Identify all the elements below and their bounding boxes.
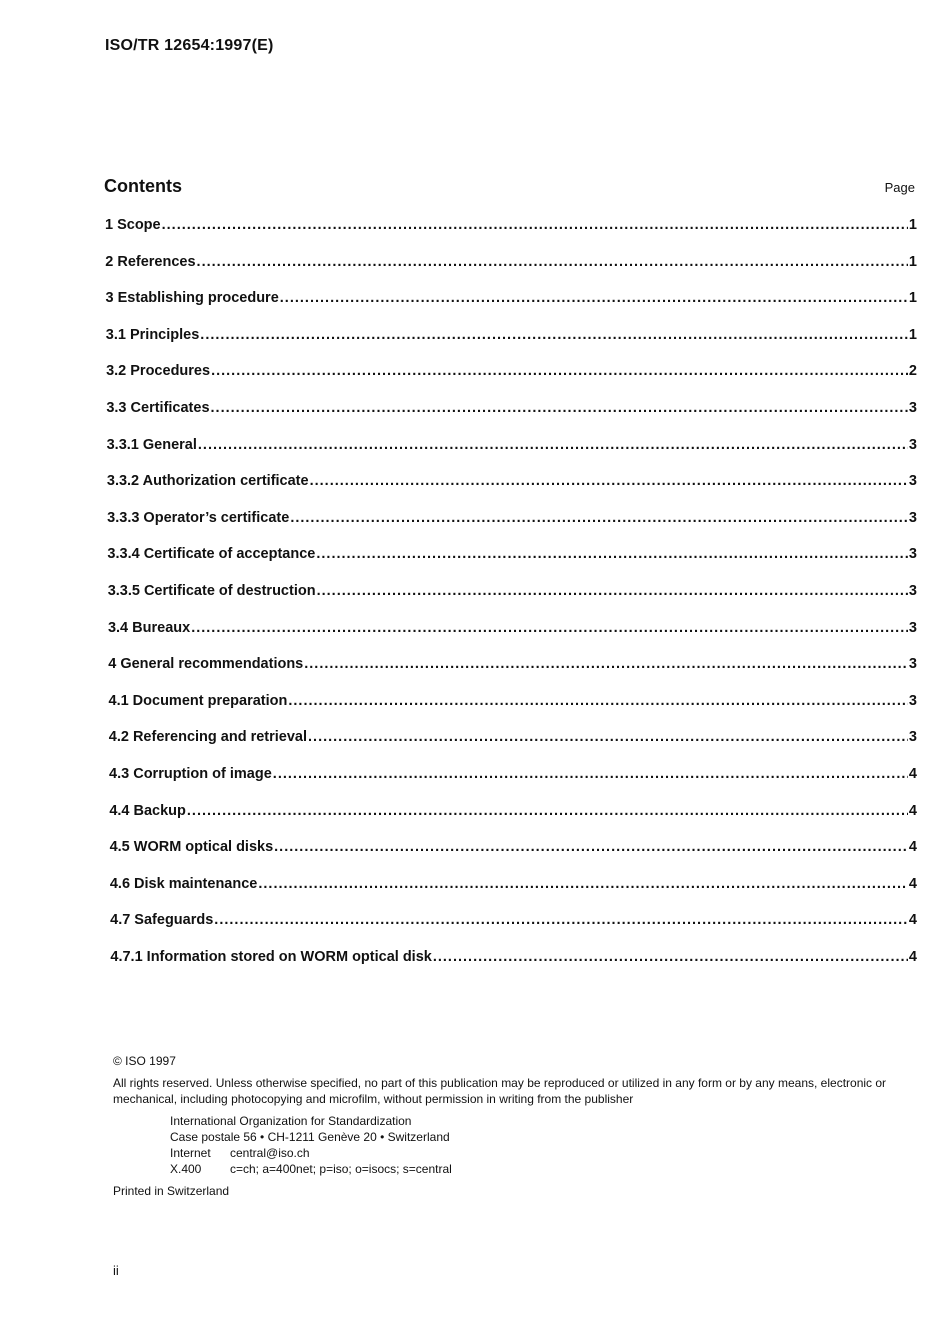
- toc-entry[interactable]: [105, 656, 917, 693]
- dot-leader: [308, 729, 908, 745]
- x400-label: X.400: [170, 1162, 202, 1176]
- toc-entry-page: 3: [908, 399, 917, 416]
- toc-entry[interactable]: [105, 510, 917, 547]
- dot-leader: [273, 766, 908, 782]
- toc-entry[interactable]: [105, 400, 917, 437]
- toc-entry-label: 3.3.2 Authorization certificate: [106, 473, 309, 490]
- toc-entry-label: 1 Scope: [105, 217, 161, 233]
- toc-entry[interactable]: [105, 620, 917, 657]
- rights-statement: All rights reserved. Unless otherwise specified, no part of this publication may be reproduced or utilized in any form or by any means, electronic or mechanical, including photocopying and microfilm, without permission in writing from the publisher: [113, 1076, 887, 1106]
- dot-leader: [280, 290, 908, 306]
- toc-entry-page: 2: [908, 363, 917, 380]
- toc-entry-page: 3: [908, 509, 917, 526]
- org-name: International Organization for Standardization: [170, 1114, 412, 1128]
- toc-entry[interactable]: [105, 803, 917, 840]
- toc-entry[interactable]: [105, 693, 917, 730]
- copyright-line: © ISO 1997: [113, 1054, 176, 1068]
- toc-entry-label: 4.7 Safeguards: [110, 912, 214, 929]
- dot-leader: [304, 656, 908, 672]
- dot-leader: [200, 327, 908, 343]
- toc-entry[interactable]: [105, 876, 917, 913]
- toc-entry-page: 1: [908, 290, 917, 307]
- dot-leader: [214, 912, 908, 928]
- toc-entry-page: 4: [908, 765, 917, 782]
- toc-entry-page: 4: [908, 802, 917, 819]
- toc-entry-label: 3.3.3 Operator’s certificate: [107, 509, 290, 526]
- dot-leader: [198, 437, 908, 453]
- toc-entry[interactable]: [105, 912, 917, 949]
- toc-entry[interactable]: [105, 254, 917, 291]
- document-id: ISO/TR 12654:1997(E): [105, 37, 274, 54]
- toc-entry-page: 4: [908, 875, 917, 892]
- iso-address: [113, 1113, 928, 1177]
- internet-value: central@iso.ch: [230, 1146, 310, 1160]
- toc-entry-label: 3.3.1 General: [106, 436, 197, 453]
- toc-entry-page: 3: [908, 656, 917, 673]
- postal-address: Case postale 56 • CH-1211 Genève 20 • Switzerland: [170, 1130, 450, 1144]
- toc-entry[interactable]: [105, 546, 917, 583]
- contents-title: Contents: [104, 176, 182, 196]
- toc-entry-page: 3: [908, 436, 917, 453]
- toc-entry-page: 4: [908, 839, 917, 856]
- toc-entry[interactable]: [105, 949, 917, 986]
- toc-entry-label: 4.1 Document preparation: [108, 692, 288, 709]
- toc-entry[interactable]: [105, 290, 917, 327]
- toc-entry-label: 4 General recommendations: [108, 656, 304, 673]
- x400-value: c=ch; a=400net; p=iso; o=isocs; s=central: [230, 1162, 452, 1176]
- dot-leader: [290, 510, 908, 526]
- toc-entry-label: 3.3.4 Certificate of acceptance: [107, 546, 316, 563]
- toc-entry[interactable]: [105, 363, 917, 400]
- copyright-notice: [113, 1053, 928, 1199]
- toc-entry-label: 4.4 Backup: [109, 802, 186, 819]
- toc-entry-label: 3.2 Procedures: [106, 363, 211, 380]
- toc-entry-page: 3: [908, 582, 917, 599]
- internet-row: [170, 1145, 928, 1161]
- toc-entry[interactable]: [105, 839, 917, 876]
- dot-leader: [211, 363, 908, 379]
- dot-leader: [187, 803, 908, 819]
- toc-entry-label: 3.3 Certificates: [106, 399, 210, 416]
- toc-entry-page: 3: [908, 473, 917, 490]
- dot-leader: [433, 949, 908, 965]
- toc-entry[interactable]: [105, 729, 917, 766]
- toc-entry-page: 3: [908, 619, 917, 636]
- toc-entry[interactable]: [105, 766, 917, 803]
- toc-entry-label: 4.3 Corruption of image: [109, 765, 272, 782]
- toc-entry[interactable]: [105, 327, 917, 364]
- x400-row: [170, 1161, 928, 1177]
- toc-entry-label: 2 References: [105, 253, 196, 270]
- toc-entry[interactable]: [105, 437, 917, 474]
- internet-label: Internet: [170, 1146, 211, 1160]
- dot-leader: [317, 583, 908, 599]
- dot-leader: [197, 254, 908, 270]
- toc-entry-label: 3.4 Bureaux: [107, 619, 191, 636]
- dot-leader: [310, 473, 908, 489]
- table-of-contents: [105, 217, 917, 985]
- toc-entry-page: 1: [908, 253, 917, 270]
- page-number: ii: [113, 1263, 119, 1278]
- toc-entry[interactable]: [105, 473, 917, 510]
- printed-in: Printed in Switzerland: [113, 1184, 230, 1198]
- toc-entry-label: 4.6 Disk maintenance: [109, 875, 258, 892]
- toc-entry-label: 4.7.1 Information stored on WORM optical disk: [110, 948, 432, 965]
- toc-entry-page: 3: [908, 692, 917, 709]
- dot-leader: [288, 693, 908, 709]
- toc-entry[interactable]: [105, 583, 917, 620]
- dot-leader: [258, 876, 908, 892]
- dot-leader: [316, 546, 908, 562]
- toc-entry-page: 4: [908, 948, 917, 965]
- toc-entry-label: 3 Establishing procedure: [105, 290, 279, 307]
- toc-entry-page: 1: [908, 217, 917, 233]
- dot-leader: [162, 217, 908, 233]
- toc-entry-page: 1: [908, 326, 917, 343]
- toc-entry-label: 4.2 Referencing and retrieval: [108, 729, 308, 746]
- contents-header: [104, 176, 915, 197]
- dot-leader: [211, 400, 908, 416]
- toc-entry-page: 3: [908, 546, 917, 563]
- page-column-label: Page: [884, 180, 915, 195]
- dot-leader: [274, 839, 908, 855]
- toc-entry-page: 3: [908, 729, 917, 746]
- toc-entry-label: 3.3.5 Certificate of destruction: [107, 582, 316, 599]
- toc-entry-page: 4: [908, 912, 917, 929]
- toc-entry-label: 4.5 WORM optical disks: [109, 839, 274, 856]
- toc-entry-label: 3.1 Principles: [105, 326, 200, 343]
- toc-entry[interactable]: [105, 217, 917, 254]
- dot-leader: [191, 620, 908, 636]
